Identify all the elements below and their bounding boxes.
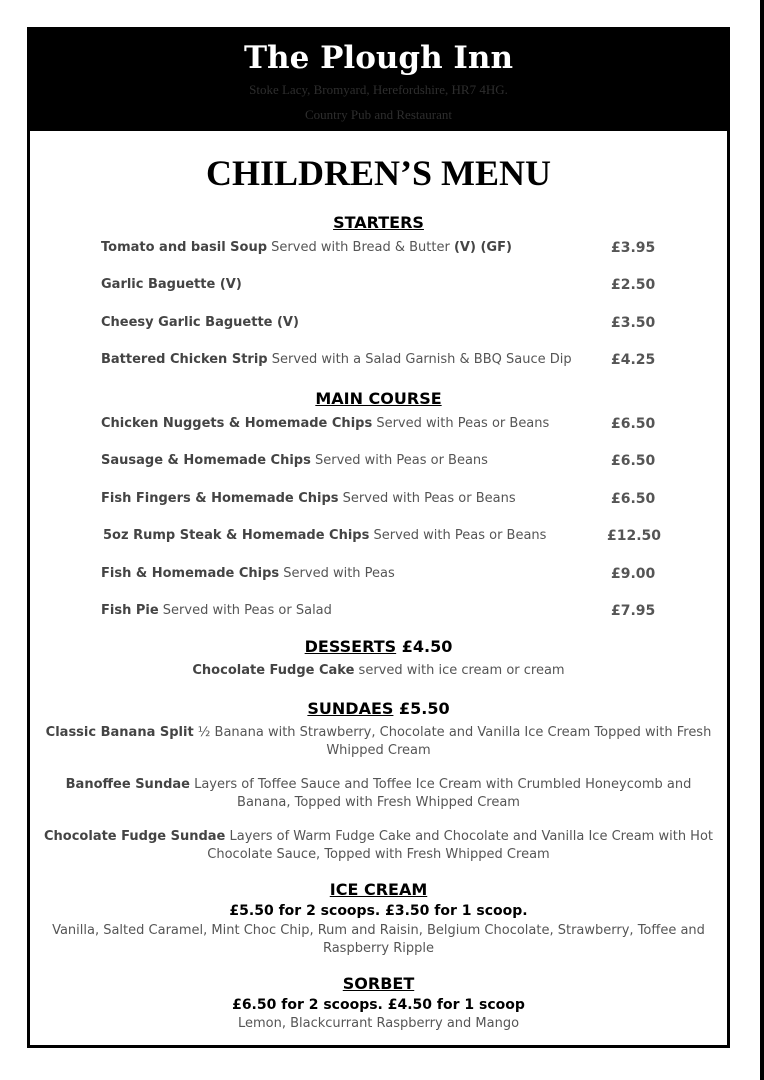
starter-item [101, 352, 572, 367]
sundae-item [44, 776, 713, 812]
dessert-name: Chocolate Fudge Cake [192, 663, 355, 678]
main-name: Fish Fingers & Homemade Chips [101, 491, 339, 506]
sundae-desc: Layers of Warm Fudge Cake and Chocolate and Vanilla Ice Cream with Hot Chocolate Sauce, Topped with Fresh Whipped Cream [207, 829, 714, 862]
main-price: £6.50 [611, 416, 656, 432]
sundae-desc: ½ Banana with Strawberry, Chocolate and Vanilla Ice Cream Topped with Fresh Whipped Cream [193, 725, 712, 758]
starter-tags: (V) (GF) [453, 240, 512, 255]
main-desc: Served with Peas or Beans [372, 416, 550, 431]
menu-page [27, 27, 730, 1048]
starter-price: £3.95 [611, 240, 656, 256]
main-item [101, 453, 488, 468]
starter-price: £2.50 [611, 277, 656, 293]
starter-price: £3.50 [611, 315, 656, 331]
inn-title: The Plough Inn [243, 40, 513, 76]
starter-desc: Served with a Salad Garnish & BBQ Sauce Dip [267, 352, 572, 367]
starter-item [101, 277, 242, 292]
sundaes-heading [30, 699, 727, 718]
desserts-heading [30, 637, 727, 656]
main-price: £6.50 [611, 453, 656, 469]
main-desc: Served with Peas or Beans [338, 491, 516, 506]
menu-title: CHILDREN’S MENU [205, 153, 552, 193]
main-price: £12.50 [607, 528, 662, 544]
main-desc: Served with Peas or Salad [158, 603, 332, 618]
main-price: £9.00 [611, 566, 656, 582]
sorbet-heading [30, 974, 727, 993]
sundaes-price: £5.50 [399, 699, 450, 718]
sundae-desc: Layers of Toffee Sauce and Toffee Ice Cream with Crumbled Honeycomb and Banana, Topped with Fresh Whipped Cream [189, 777, 692, 810]
page-edge-bar [760, 0, 764, 1080]
sorbet-flavours: Lemon, Blackcurrant Raspberry and Mango [237, 1016, 520, 1031]
sorbet-heading-text: SORBET [342, 974, 415, 993]
main-course-heading [30, 389, 727, 408]
header-banner [30, 30, 727, 131]
starter-name: Garlic Baguette (V) [101, 277, 242, 292]
ice-cream-pricing: £5.50 for 2 scoops. £3.50 for 1 scoop. [229, 903, 528, 919]
dessert-item [44, 662, 713, 680]
ice-cream-heading [30, 880, 727, 899]
main-name: Fish & Homemade Chips [101, 566, 280, 581]
starter-item [101, 240, 512, 255]
starter-name: Battered Chicken Strip [101, 352, 268, 367]
sorbet-pricing: £6.50 for 2 scoops. £4.50 for 1 scoop [232, 997, 525, 1013]
main-name: Fish Pie [101, 603, 159, 618]
main-desc: Served with Peas or Beans [369, 528, 547, 543]
starters-heading-text: STARTERS [333, 213, 424, 232]
starter-name: Tomato and basil Soup [101, 240, 268, 255]
starter-price: £4.25 [611, 352, 656, 368]
main-name: Sausage & Homemade Chips [101, 453, 311, 468]
main-desc: Served with Peas or Beans [310, 453, 488, 468]
main-item [101, 566, 395, 581]
ice-cream-flavours: Vanilla, Salted Caramel, Mint Choc Chip, Rum and Raisin, Belgium Chocolate, Strawberry, Toffee and Raspberry Ripple [52, 923, 705, 956]
starters-heading [30, 213, 727, 232]
inn-address: Stoke Lacy, Bromyard, Herefordshire, HR7 4HG. [249, 82, 508, 97]
main-desc: Served with Peas [279, 566, 395, 581]
main-course-heading-text: MAIN COURSE [315, 389, 442, 408]
main-item [101, 603, 332, 618]
main-item [103, 528, 546, 543]
main-item [101, 491, 516, 506]
sundae-name: Banoffee Sundae [65, 777, 190, 792]
sundae-name: Chocolate Fudge Sundae [44, 829, 226, 844]
main-price: £6.50 [611, 491, 656, 507]
main-item [101, 416, 549, 431]
desserts-price: £4.50 [401, 637, 453, 656]
inn-tagline: Country Pub and Restaurant [305, 107, 452, 122]
main-name: Chicken Nuggets & Homemade Chips [101, 416, 373, 431]
sundae-name: Classic Banana Split [45, 725, 194, 740]
sundaes-heading-text: SUNDAES [307, 699, 394, 718]
dessert-desc: served with ice cream or cream [354, 663, 565, 678]
starter-desc: Served with Bread & Butter [267, 240, 454, 255]
main-name: 5oz Rump Steak & Homemade Chips [103, 528, 370, 543]
sundae-item [44, 724, 713, 760]
main-price: £7.95 [611, 603, 656, 619]
ice-cream-heading-text: ICE CREAM [329, 880, 428, 899]
starter-item [101, 315, 299, 330]
starter-name: Cheesy Garlic Baguette (V) [101, 315, 299, 330]
sundae-item [44, 828, 713, 864]
desserts-heading-text: DESSERTS [304, 637, 397, 656]
